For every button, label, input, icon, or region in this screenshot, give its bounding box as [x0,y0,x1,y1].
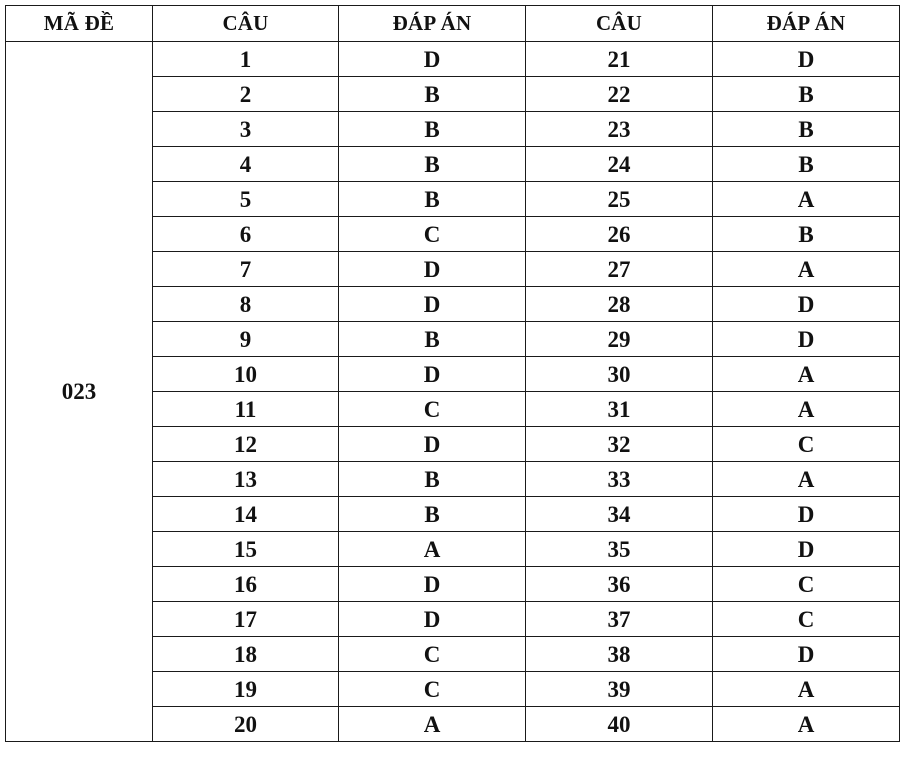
answer-left: A [339,532,526,567]
answer-left: C [339,672,526,707]
answer-left: D [339,567,526,602]
answer-right: B [713,77,900,112]
answer-right: B [713,112,900,147]
question-number-right: 36 [526,567,713,602]
answer-right: C [713,602,900,637]
answer-left: C [339,217,526,252]
question-number-left: 20 [153,707,339,742]
question-number-right: 33 [526,462,713,497]
answer-right: A [713,252,900,287]
question-number-left: 7 [153,252,339,287]
answer-right: B [713,217,900,252]
answer-left: C [339,392,526,427]
question-number-left: 17 [153,602,339,637]
answer-right: A [713,357,900,392]
answer-right: A [713,182,900,217]
answer-left: B [339,147,526,182]
answer-right: D [713,532,900,567]
question-number-right: 37 [526,602,713,637]
answer-left: B [339,182,526,217]
answer-right: D [713,497,900,532]
question-number-left: 18 [153,637,339,672]
exam-code-cell: 023 [6,42,153,742]
question-number-left: 12 [153,427,339,462]
answer-key-page [5,5,899,752]
answer-right: A [713,672,900,707]
answer-left: B [339,322,526,357]
table-row [6,42,900,77]
question-number-right: 22 [526,77,713,112]
question-number-right: 24 [526,147,713,182]
answer-right: B [713,147,900,182]
question-number-left: 11 [153,392,339,427]
answer-right: A [713,462,900,497]
answer-right: A [713,392,900,427]
answer-left: B [339,462,526,497]
question-number-left: 9 [153,322,339,357]
answer-left: B [339,112,526,147]
answer-rows [6,42,900,742]
question-number-left: 4 [153,147,339,182]
header-row [6,6,900,42]
answer-left: D [339,427,526,462]
question-number-left: 6 [153,217,339,252]
answer-right: A [713,707,900,742]
header-question-left: CÂU [153,6,339,42]
answer-right: C [713,427,900,462]
question-number-left: 8 [153,287,339,322]
question-number-left: 1 [153,42,339,77]
question-number-left: 19 [153,672,339,707]
question-number-left: 16 [153,567,339,602]
header-answer-right: ĐÁP ÁN [713,6,900,42]
question-number-right: 34 [526,497,713,532]
answer-left: B [339,77,526,112]
question-number-left: 14 [153,497,339,532]
question-number-right: 32 [526,427,713,462]
question-number-right: 21 [526,42,713,77]
question-number-right: 38 [526,637,713,672]
question-number-right: 40 [526,707,713,742]
answer-right: D [713,42,900,77]
question-number-left: 2 [153,77,339,112]
question-number-right: 31 [526,392,713,427]
answer-right: C [713,567,900,602]
header-answer-left: ĐÁP ÁN [339,6,526,42]
question-number-left: 13 [153,462,339,497]
answer-left: D [339,252,526,287]
question-number-right: 28 [526,287,713,322]
question-number-left: 15 [153,532,339,567]
question-number-right: 25 [526,182,713,217]
answer-left: D [339,287,526,322]
question-number-left: 5 [153,182,339,217]
answer-right: D [713,637,900,672]
answer-left: C [339,637,526,672]
question-number-right: 26 [526,217,713,252]
header-question-right: CÂU [526,6,713,42]
header-exam-code: MÃ ĐỀ [6,6,153,42]
question-number-right: 29 [526,322,713,357]
answer-left: D [339,602,526,637]
answer-key-table [5,5,900,742]
question-number-right: 30 [526,357,713,392]
answer-right: D [713,287,900,322]
answer-left: A [339,707,526,742]
question-number-right: 23 [526,112,713,147]
answer-left: D [339,42,526,77]
answer-left: B [339,497,526,532]
question-number-right: 27 [526,252,713,287]
question-number-left: 3 [153,112,339,147]
question-number-right: 35 [526,532,713,567]
question-number-left: 10 [153,357,339,392]
question-number-right: 39 [526,672,713,707]
answer-left: D [339,357,526,392]
answer-right: D [713,322,900,357]
